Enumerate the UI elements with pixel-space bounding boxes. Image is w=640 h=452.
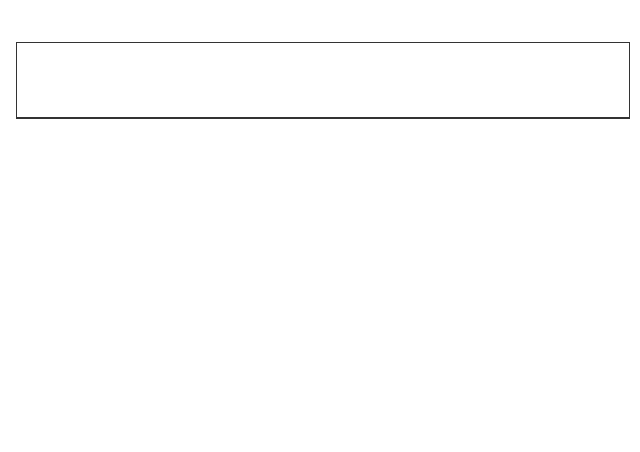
table-body <box>16 118 630 119</box>
table-header <box>16 42 630 118</box>
